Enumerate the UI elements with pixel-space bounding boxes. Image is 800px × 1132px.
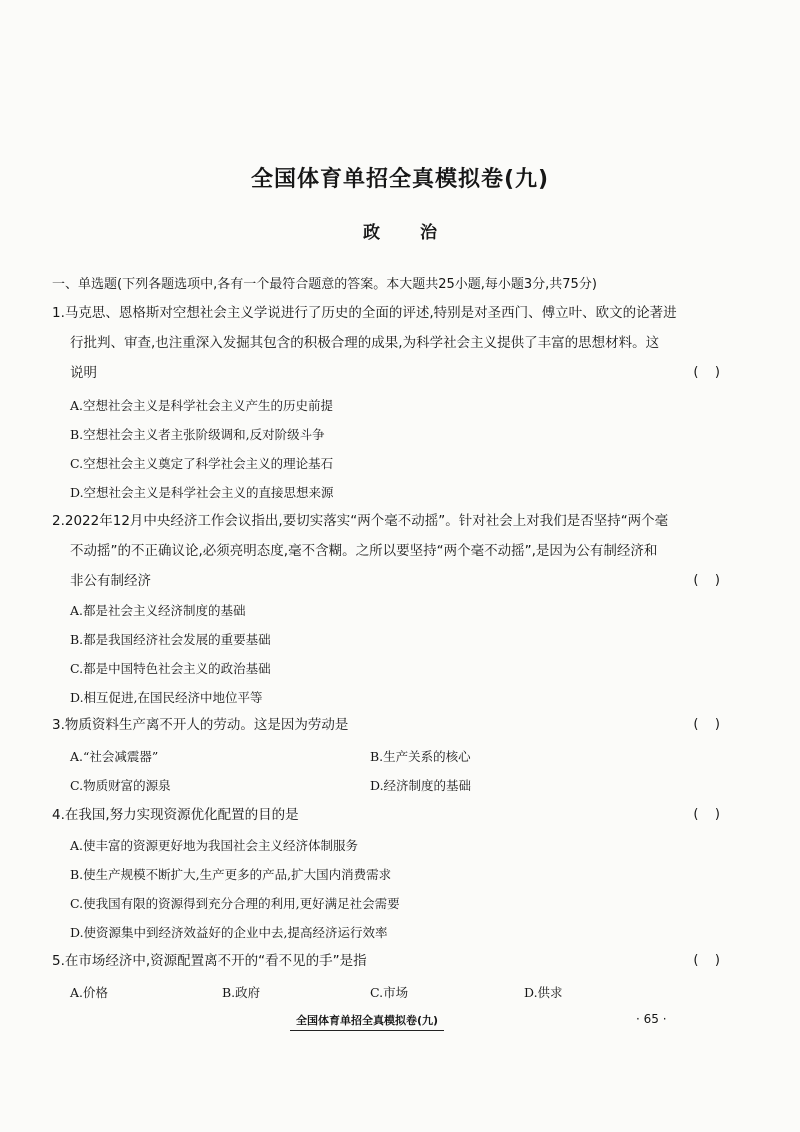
question-1-line-2: 行批判、审查,也注重深入发掘其包含的积极合理的成果,为科学社会主义提供了丰富的思想材料。这 (70, 335, 660, 351)
question-3-option-b: B.生产关系的核心 (370, 749, 471, 764)
question-4-option-c: C.使我国有限的资源得到充分合理的利用,更好满足社会需要 (70, 896, 400, 911)
question-3 (52, 710, 720, 740)
question-5-option-a: A.价格 (70, 985, 109, 1000)
answer-bracket: ( ) (693, 807, 720, 822)
question-2-line-2: 不动摇”的不正确议论,必须亮明态度,毫不含糊。之所以要坚持“两个毫不动摇”,是因为公有制经济和 (70, 543, 658, 559)
question-2 (52, 506, 720, 596)
question-4 (52, 800, 720, 830)
question-3-option-c: C.物质财富的源泉 (70, 778, 171, 793)
footer-title: 全国体育单招全真模拟卷(九) (290, 1012, 444, 1031)
question-2-option-a: A.都是社会主义经济制度的基础 (70, 603, 246, 618)
question-5 (52, 946, 720, 976)
question-1-line-3: 说明 (70, 365, 97, 381)
question-1-option-d: D.空想社会主义是科学社会主义的直接思想来源 (70, 485, 334, 500)
question-1-option-b: B.空想社会主义者主张阶级调和,反对阶级斗争 (70, 427, 325, 442)
question-2-option-b: B.都是我国经济社会发展的重要基础 (70, 632, 271, 647)
answer-bracket: ( ) (693, 953, 720, 968)
question-4-option-b: B.使生产规模不断扩大,生产更多的产品,扩大国内消费需求 (70, 867, 392, 882)
question-1 (52, 298, 720, 388)
question-5-option-c: C.市场 (370, 985, 409, 1000)
question-1-line-1: 1.马克思、恩格斯对空想社会主义学说进行了历史的全面的评述,特别是对圣西门、傅立叶、欧文的论著进 (52, 305, 677, 321)
question-3-option-a: A.“社会减震器” (70, 749, 159, 764)
page-number: · 65 · (636, 1012, 667, 1026)
question-4-option-a: A.使丰富的资源更好地为我国社会主义经济体制服务 (70, 838, 359, 853)
subject-title: 政治 (363, 223, 477, 243)
question-2-line-3: 非公有制经济 (70, 573, 151, 589)
question-5-line-1: 5.在市场经济中,资源配置离不开的“看不见的手”是指 (52, 953, 367, 969)
answer-bracket: ( ) (693, 717, 720, 732)
question-1-option-c: C.空想社会主义奠定了科学社会主义的理论基石 (70, 456, 334, 471)
question-3-option-d: D.经济制度的基础 (370, 778, 472, 793)
question-1-option-a: A.空想社会主义是科学社会主义产生的历史前提 (70, 398, 334, 413)
answer-bracket: ( ) (693, 365, 720, 380)
question-3-line-1: 3.物质资料生产离不开人的劳动。这是因为劳动是 (52, 717, 349, 733)
answer-bracket: ( ) (693, 573, 720, 588)
question-5-option-b: B.政府 (222, 985, 261, 1000)
question-2-line-1: 2.2022年12月中央经济工作会议指出,要切实落实“两个毫不动摇”。针对社会上对我们是否坚持“两个毫 (52, 513, 669, 529)
question-5-option-d: D.供求 (524, 985, 563, 1000)
question-2-option-c: C.都是中国特色社会主义的政治基础 (70, 661, 271, 676)
question-2-option-d: D.相互促进,在国民经济中地位平等 (70, 690, 263, 705)
question-4-line-1: 4.在我国,努力实现资源优化配置的目的是 (52, 807, 299, 823)
exam-title: 全国体育单招全真模拟卷(九) (250, 167, 550, 192)
section-header: 一、单选题(下列各题选项中,各有一个最符合题意的答案。本大题共25小题,每小题3分,共75分) (52, 277, 597, 292)
question-4-option-d: D.使资源集中到经济效益好的企业中去,提高经济运行效率 (70, 925, 388, 940)
